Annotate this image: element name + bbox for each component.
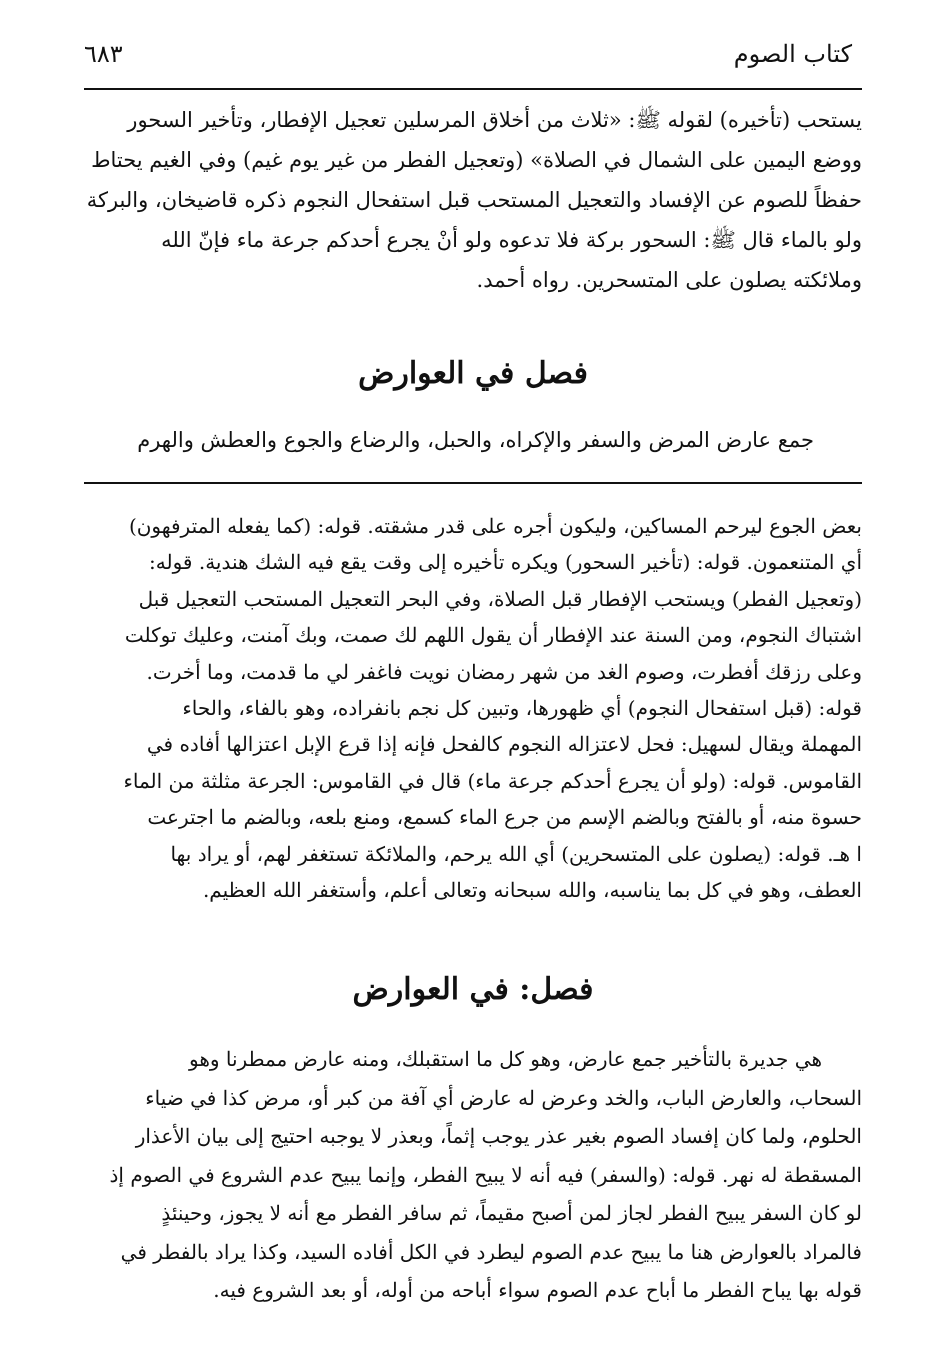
commentary-line: المهملة ويقال لسهيل: فحل لاعتزاله النجوم كالفحل فإنه إذا قرع الإبل اعتزالها أفاده في [146, 732, 862, 757]
matn-text [84, 100, 862, 300]
matn-line: ولو بالماء قال ﷺ: السحور بركة فلا تدعوه ولو أنْ يجرع أحدكم جرعة ماء فإنّ الله [161, 228, 862, 252]
commentary-line: القاموس. قوله: (ولو أن يجرع أحدكم جرعة ماء) قال في القاموس: الجرعة مثلثة من الماء [123, 768, 862, 793]
section-heading: فصل في العوارض [358, 356, 588, 391]
gloss-line: السحاب، والعارض الباب، والخد وعرض له عارض أي آفة من كبر أو، مرض كذا في ضياء [145, 1085, 862, 1110]
matn-line: حفظاً للصوم عن الإفساد والتعجيل المستحب قبل استفحال النجوم ذكره قاضيخان، والبركة [86, 188, 862, 212]
book-title: كتاب الصوم [733, 40, 852, 68]
commentary-line: حسوة منه، أو بالفتح وبالضم الإسم من جرع الماء كسمع، ومنع بلعه، وبالضم ما اجترعت [147, 805, 862, 830]
commentary-divider [84, 482, 862, 484]
gloss-line: قوله بها يباح الفطر ما أباح عدم الصوم سواء أباحه من أوله، أو بعد الشروع فيه. [213, 1278, 862, 1302]
gloss-text [84, 1040, 862, 1310]
gloss-line: المسقطة له نهر. قوله: (والسفر) فيه أنه لا يبيح الفطر، وإنما يبيح عدم الشروع في الصوم إذ [109, 1162, 862, 1187]
gloss-line: لو كان السفر يبيح الفطر لجاز لمن أصبح مقيماً، ثم سافر الفطر مع أنه لا يجوز، وحينئذٍ [161, 1201, 862, 1225]
section-heading-2: فصل: في العوارض [352, 972, 594, 1007]
commentary-line: أي المتنعمون. قوله: (تأخير السحور) ويكره تأخيره إلى وقت يقع فيه الشك هندية. قوله: [149, 550, 862, 575]
commentary-line: وعلى رزقك أفطرت، وصوم الغد من شهر رمضان نويت فاغفر لي ما قدمت، وما أخرت. [146, 659, 862, 684]
commentary-line: (وتعجيل الفطر) ويستحب الإفطار قبل الصلاة، وفي البحر التعجيل المستحب التعجيل قبل [138, 586, 862, 611]
page-header [84, 38, 852, 78]
section-first-line: جمع عارض المرض والسفر والإكراه، والحبل، والرضاع والجوع والعطش والهرم [137, 428, 814, 452]
page-number: ٦٨٣ [84, 40, 123, 68]
commentary-line: العطف، وهو في كل بما يناسبه، والله سبحانه وتعالى أعلم، وأستغفر الله العظيم. [202, 877, 862, 902]
matn-line: يستحب (تأخيره) لقوله ﷺ: «ثلاث من أخلاق المرسلين تعجيل الإفطار، وتأخير السحور [127, 108, 862, 132]
gloss-line: فالمراد بالعوارض هنا ما يبيح عدم الصوم ليطرد في الكل أفاده السيد، وكذا يراد بالفطر في [120, 1239, 862, 1264]
commentary-line: اشتباك النجوم، ومن السنة عند الإفطار أن يقول اللهم لك صمت، وبك آمنت، وعليك توكلت [124, 623, 862, 648]
commentary-line: قوله: (قبل استفحال النجوم) أي ظهورها، وتبين كل نجم بانفراده، وهو بالفاء، والحاء [182, 695, 862, 720]
header-divider [84, 88, 862, 90]
commentary-line: ا هـ. قوله: (يصلون على المتسحرين) أي الله يرحم، والملائكة تستغفر لهم، أو يراد بها [170, 841, 862, 866]
matn-line: وملائكته يصلون على المتسحرين. رواه أحمد. [476, 268, 862, 292]
commentary-line: بعض الجوع ليرحم المساكين، وليكون أجره على قدر مشقته. قوله: (كما يفعله المترفهون) [128, 514, 862, 538]
commentary-text [84, 508, 862, 908]
gloss-line: هي جديرة بالتأخير جمع عارض، وهو كل ما استقبلك، ومنه عارض ممطرنا وهو [188, 1047, 822, 1071]
matn-line: ووضع اليمين على الشمال في الصلاة» (وتعجيل الفطر من غير يوم غيم) وفي الغيم يحتاط [91, 148, 862, 172]
gloss-line: الحلوم، ولما كان إفساد الصوم بغير عذر يوجب إثماً، وبعذر لا يوجبه احتيج إلى بيان الأعذار [135, 1124, 862, 1148]
